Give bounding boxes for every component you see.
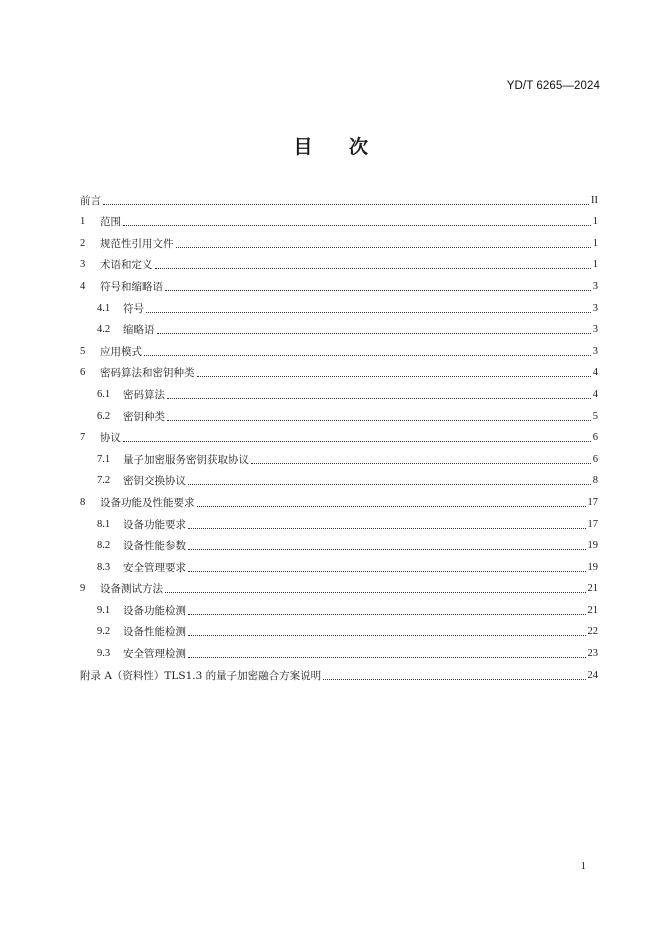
toc-entry-label: 设备功能及性能要求 [100, 496, 195, 509]
toc-entry-number: 4.1 [97, 302, 111, 314]
toc-entry-number: 7.1 [97, 453, 111, 465]
toc-dot-leader [188, 483, 591, 485]
toc-entry[interactable] [80, 402, 598, 424]
toc-entry-label: 前言 [80, 194, 101, 207]
toc-entry-number: 9.1 [97, 604, 111, 616]
toc-entry[interactable] [80, 510, 598, 532]
toc-entry-number: 9.3 [97, 648, 111, 660]
toc-entry-page: 8 [592, 475, 598, 487]
document-code: YD/T 6265—2024 [506, 80, 600, 92]
toc-entry-label: 设备性能检测 [123, 626, 186, 639]
toc-entry-number: 7.2 [97, 475, 111, 487]
toc-entry-page: 1 [592, 237, 598, 249]
toc-entry-label: 术语和定义 [100, 259, 153, 272]
toc-entry[interactable] [80, 424, 598, 446]
toc-entry[interactable] [80, 553, 598, 575]
toc-entry[interactable] [80, 186, 598, 208]
toc-entry-page: 5 [592, 410, 598, 422]
title-char-2: 次 [349, 136, 369, 158]
toc-entry-number: 8.1 [97, 518, 111, 530]
toc-entry-page: 3 [592, 280, 598, 292]
toc-entry[interactable] [80, 488, 598, 510]
toc-entry[interactable] [80, 532, 598, 554]
toc-entry-label: 密钥种类 [123, 410, 165, 423]
toc-entry-number: 4 [80, 280, 86, 292]
toc-dot-leader [176, 246, 591, 248]
toc-dot-leader [167, 397, 591, 399]
toc-dot-leader [103, 203, 589, 205]
toc-dot-leader [165, 289, 591, 291]
toc-entry-label: 密码算法 [123, 388, 165, 401]
toc-entry[interactable] [80, 575, 598, 597]
toc-dot-leader [188, 634, 586, 636]
toc-entry-label: 规范性引用文件 [100, 237, 174, 250]
toc-entry-label: 设备功能要求 [123, 518, 186, 531]
toc-entry-number: 8 [80, 496, 86, 508]
toc-dot-leader [197, 505, 586, 507]
toc-entry[interactable] [80, 467, 598, 489]
toc-entry-number: 5 [80, 345, 86, 357]
toc-dot-leader [251, 462, 591, 464]
toc-entry-page: 3 [592, 345, 598, 357]
toc-entry[interactable] [80, 272, 598, 294]
toc-entry-number: 3 [80, 259, 86, 271]
toc-entry[interactable] [80, 294, 598, 316]
toc-dot-leader [188, 613, 586, 615]
toc-entry-label: 量子加密服务密钥获取协议 [123, 453, 249, 466]
toc-entry-page: 21 [587, 583, 598, 595]
toc-entry[interactable] [80, 639, 598, 661]
toc-entry-page: 1 [592, 259, 598, 271]
toc-dot-leader [197, 375, 591, 377]
toc-dot-leader [188, 527, 586, 529]
toc-entry-number: 7 [80, 432, 86, 444]
toc-entry-label: 符号和缩略语 [100, 280, 163, 293]
page-number: 1 [580, 861, 586, 872]
toc-entry-label: 安全管理要求 [123, 561, 186, 574]
toc-dot-leader [157, 332, 591, 334]
toc-entry-number: 6.2 [97, 410, 111, 422]
toc-entry[interactable] [80, 445, 598, 467]
toc-entry-label: 密钥交换协议 [123, 475, 186, 488]
toc-entry-page: 4 [592, 388, 598, 400]
toc-entry-page: 4 [592, 367, 598, 379]
toc-entry-label: 设备功能检测 [123, 604, 186, 617]
toc-entry-label: 范围 [100, 216, 121, 229]
toc-entry-number: 6.1 [97, 388, 111, 400]
toc-entry-page: 6 [592, 453, 598, 465]
toc-entry-page: 1 [592, 216, 598, 228]
toc-dot-leader [165, 591, 586, 593]
toc-dot-leader [323, 678, 585, 680]
toc-dot-leader [188, 656, 586, 658]
toc-dot-leader [188, 548, 586, 550]
toc-entry-page: 24 [587, 669, 598, 681]
toc-entry-label: 缩略语 [123, 324, 155, 337]
toc-entry-page: 19 [587, 561, 598, 573]
toc-entry-label: 密码算法和密钥种类 [100, 367, 195, 380]
toc-entry-page: 3 [592, 324, 598, 336]
toc-entry-page: 23 [587, 648, 598, 660]
toc-entry[interactable] [80, 229, 598, 251]
toc-entry-number: 9.2 [97, 626, 111, 638]
toc-dot-leader [167, 419, 591, 421]
toc-entry-number: 6 [80, 367, 86, 379]
toc-entry-number: 1 [80, 216, 86, 228]
toc-entry[interactable] [80, 596, 598, 618]
toc-entry[interactable] [80, 208, 598, 230]
toc-entry-number: 9 [80, 583, 86, 595]
toc-entry[interactable] [80, 661, 598, 683]
toc-entry[interactable] [80, 316, 598, 338]
toc-entry-page: 17 [587, 496, 598, 508]
toc-entry[interactable] [80, 380, 598, 402]
toc-entry-page: 22 [587, 626, 598, 638]
toc-entry-label: 设备测试方法 [100, 583, 163, 596]
toc-entry[interactable] [80, 359, 598, 381]
toc-entry[interactable] [80, 618, 598, 640]
toc-entry-page: 6 [592, 432, 598, 444]
toc-dot-leader [123, 224, 591, 226]
toc-entry-label: 附录 A（资料性）TLS1.3 的量子加密融合方案说明 [80, 669, 322, 682]
table-of-contents [80, 186, 598, 683]
toc-entry-number: 2 [80, 237, 86, 249]
toc-entry-page: II [591, 194, 598, 206]
toc-dot-leader [146, 311, 591, 313]
title-char-1: 目 [293, 136, 313, 158]
toc-entry-label: 协议 [100, 432, 121, 445]
toc-entry-page: 21 [587, 604, 598, 616]
toc-entry[interactable] [80, 337, 598, 359]
toc-dot-leader [144, 354, 591, 356]
toc-entry-number: 4.2 [97, 324, 111, 336]
toc-entry-number: 8.2 [97, 540, 111, 552]
toc-entry[interactable] [80, 251, 598, 273]
toc-entry-label: 设备性能参数 [123, 540, 186, 553]
toc-entry-page: 19 [587, 540, 598, 552]
toc-entry-label: 符号 [123, 302, 144, 315]
toc-dot-leader [155, 267, 591, 269]
toc-entry-page: 17 [587, 518, 598, 530]
toc-entry-page: 3 [592, 302, 598, 314]
toc-entry-label: 安全管理检测 [123, 648, 186, 661]
toc-entry-label: 应用模式 [100, 345, 142, 358]
toc-entry-number: 8.3 [97, 561, 111, 573]
toc-dot-leader [123, 440, 591, 442]
page-title [0, 132, 662, 159]
toc-dot-leader [188, 570, 586, 572]
